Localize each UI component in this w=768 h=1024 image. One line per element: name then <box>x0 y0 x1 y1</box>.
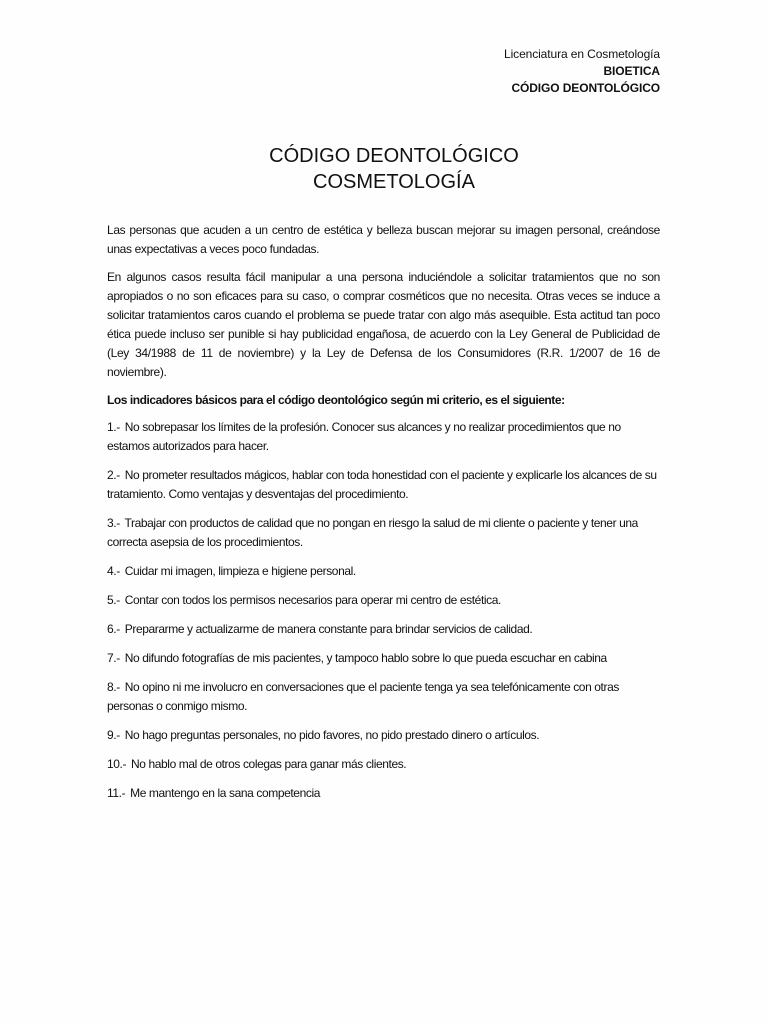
item-number: 10.- <box>107 757 127 771</box>
item-text: No prometer resultados mágicos, hablar con toda honestidad con el paciente y explicarle los alcances de su tratamiento. Como ventajas y desventajas del procedimiento. <box>107 468 657 501</box>
header-subject: BIOETICA <box>603 64 660 78</box>
list-item <box>107 514 660 552</box>
list-item <box>107 784 660 803</box>
item-text: No hago preguntas personales, no pido favores, no pido prestado dinero o artículos. <box>124 728 540 742</box>
item-number: 3.- <box>107 516 120 530</box>
intro-paragraph: Las personas que acuden a un centro de estética y belleza buscan mejorar su imagen personal, creándose unas expectativas a veces poco fundadas. <box>107 223 660 256</box>
list-item <box>107 678 660 716</box>
item-number: 7.- <box>107 651 120 665</box>
item-text: No opino ni me involucro en conversaciones que el paciente tenga ya sea telefónicamente con otras personas o conmigo mismo. <box>107 680 619 713</box>
list-item <box>107 649 660 668</box>
item-text: Cuidar mi imagen, limpieza e higiene personal. <box>124 564 356 578</box>
item-number: 11.- <box>107 786 126 800</box>
list-item <box>107 620 660 639</box>
document-header <box>504 46 660 97</box>
indicators-heading: Los indicadores básicos para el código deontológico según mi criterio, es el siguiente: <box>107 393 565 407</box>
item-text: Me mantengo en la sana competencia <box>130 786 320 800</box>
document-title <box>0 143 768 195</box>
header-topic: CÓDIGO DEONTOLÓGICO <box>511 81 660 95</box>
item-text: No sobrepasar los límites de la profesión. Conocer sus alcances y no realizar procedimientos que no estamos autorizados para hacer. <box>107 420 621 453</box>
list-item <box>107 418 660 456</box>
list-item <box>107 562 660 581</box>
item-number: 2.- <box>107 468 120 482</box>
item-number: 8.- <box>107 680 120 694</box>
item-number: 5.- <box>107 593 120 607</box>
header-program: Licenciatura en Cosmetología <box>504 47 660 61</box>
list-item <box>107 466 660 504</box>
item-number: 9.- <box>107 728 120 742</box>
document-body <box>107 221 660 813</box>
item-number: 6.- <box>107 622 120 636</box>
item-text: No difundo fotografías de mis pacientes, y tampoco hablo sobre lo que pueda escuchar en cabina <box>124 651 607 665</box>
item-text: Prepararme y actualizarme de manera constante para brindar servicios de calidad. <box>124 622 533 636</box>
list-item <box>107 726 660 745</box>
item-number: 4.- <box>107 564 120 578</box>
item-number: 1.- <box>107 420 120 434</box>
manipulation-paragraph: En algunos casos resulta fácil manipular a una persona induciéndole a solicitar tratamientos que no son apropiados o no son eficaces para su caso, o comprar cosméticos que no necesita. Otras veces se induce a solicitar tratamientos caros cuando el problema se puede tratar con algo más asequible. Esta actitud tan poco ética puede incluso ser punible si hay publicidad engañosa, de acuerdo con la Ley General de Publicidad de (Ley 34/1988 de 11 de noviembre) y la Ley de Defensa de los Consumidores (R.R. 1/2007 de 16 de noviembre). <box>107 270 660 379</box>
item-text: Contar con todos los permisos necesarios para operar mi centro de estética. <box>124 593 501 607</box>
title-line-1: CÓDIGO DEONTOLÓGICO <box>269 145 519 167</box>
list-item <box>107 591 660 610</box>
list-item <box>107 755 660 774</box>
item-text: No hablo mal de otros colegas para ganar más clientes. <box>131 757 407 771</box>
title-line-2: COSMETOLOGÍA <box>313 171 475 193</box>
item-text: Trabajar con productos de calidad que no pongan en riesgo la salud de mi cliente o paciente y tener una correcta asepsia de los procedimientos. <box>107 516 638 549</box>
